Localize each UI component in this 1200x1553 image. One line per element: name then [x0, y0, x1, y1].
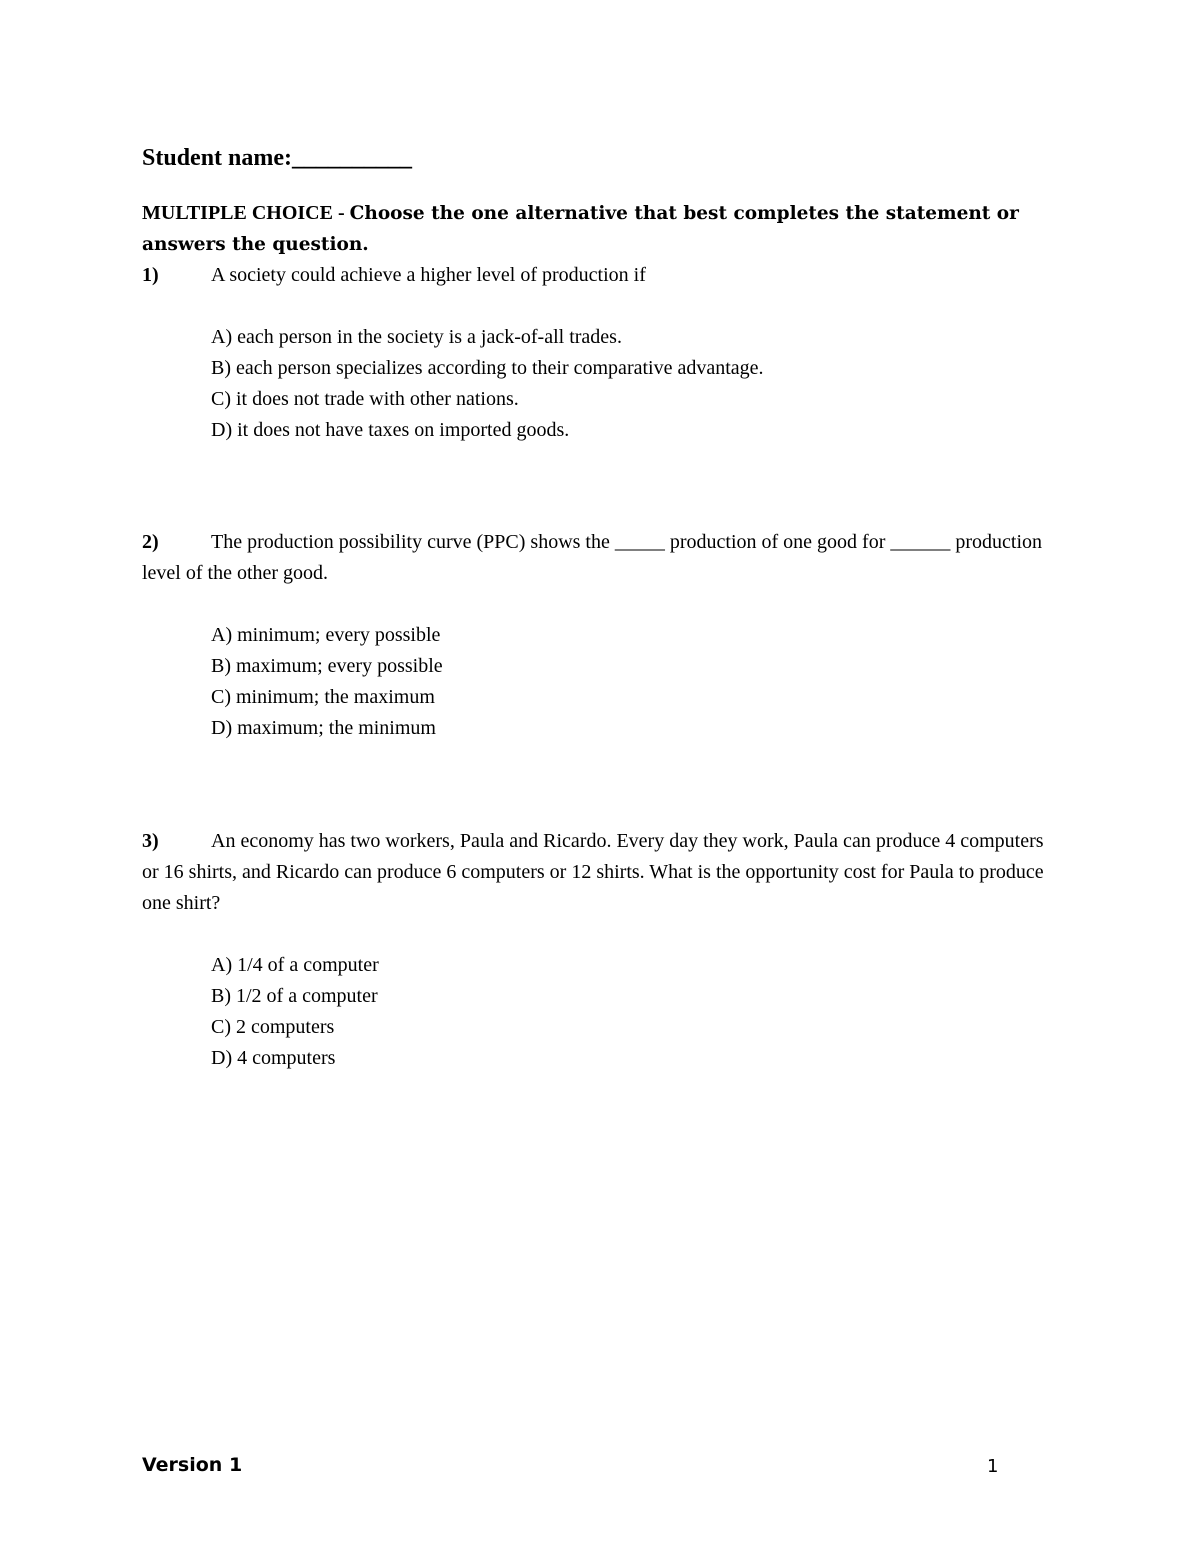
instructions-text: Choose the one alternative that best completes the statement or answers the question.	[142, 203, 1019, 255]
question-text-row	[142, 527, 1062, 589]
page-number: 1	[987, 1456, 999, 1477]
section-title: MULTIPLE CHOICE -	[142, 202, 345, 224]
question-text: A society could achieve a higher level of production if	[211, 264, 646, 286]
answer-options	[211, 950, 1062, 1074]
question-text-row	[142, 826, 1062, 919]
answer-options	[211, 620, 1062, 744]
question-3	[142, 826, 1062, 1074]
answer-option-c[interactable]: C) it does not trade with other nations.	[211, 388, 519, 410]
answer-option-c[interactable]: C) minimum; the maximum	[211, 686, 435, 708]
answer-option-d[interactable]: D) 4 computers	[211, 1047, 336, 1069]
question-number: 3)	[142, 830, 159, 852]
answer-option-b[interactable]: B) each person specializes according to their comparative advantage.	[211, 357, 764, 379]
answer-options	[211, 322, 1062, 446]
question-1	[142, 260, 1062, 446]
question-text: The production possibility curve (PPC) shows the _____ production of one good for ______ production level of the other good.	[142, 531, 1043, 584]
answer-option-d[interactable]: D) maximum; the minimum	[211, 717, 436, 739]
question-2	[142, 527, 1062, 744]
answer-option-a[interactable]: A) minimum; every possible	[211, 624, 441, 646]
answer-option-d[interactable]: D) it does not have taxes on imported goods.	[211, 419, 570, 441]
answer-option-a[interactable]: A) 1/4 of a computer	[211, 954, 379, 976]
answer-option-b[interactable]: B) 1/2 of a computer	[211, 985, 378, 1007]
answer-option-c[interactable]: C) 2 computers	[211, 1016, 335, 1038]
answer-option-a[interactable]: A) each person in the society is a jack-of-all trades.	[211, 326, 622, 348]
answer-option-b[interactable]: B) maximum; every possible	[211, 655, 443, 677]
question-text: An economy has two workers, Paula and Ricardo. Every day they work, Paula can produce 4 computers or 16 shirts, and Ricardo can produce 6 computers or 12 shirts. What is the opportunity cost for Paula to produce one shirt?	[142, 830, 1044, 914]
footer-version: Version 1	[142, 1454, 243, 1476]
question-number: 2)	[142, 531, 159, 553]
student-name-label: Student name:__________	[142, 145, 413, 171]
instructions	[142, 198, 1057, 260]
question-number: 1)	[142, 264, 159, 286]
question-text-row	[142, 260, 1062, 291]
